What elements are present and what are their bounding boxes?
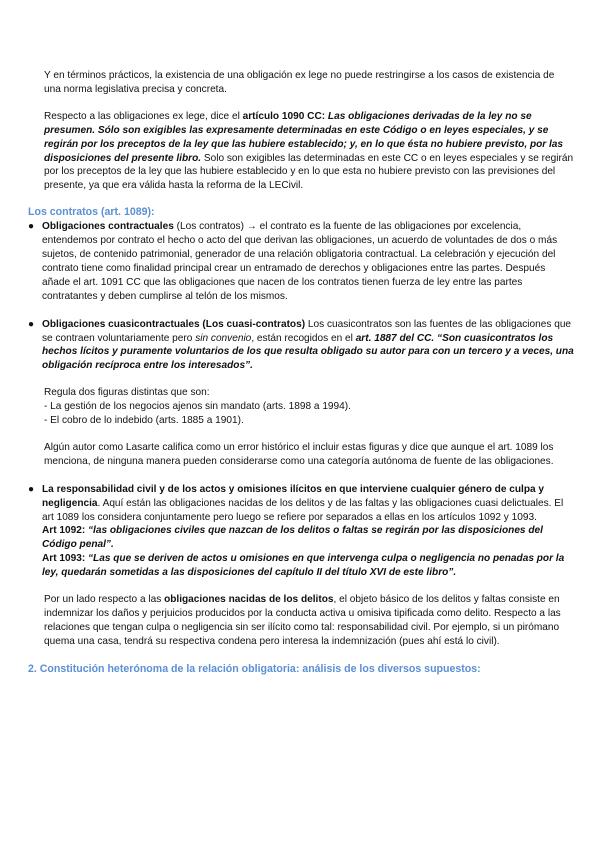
paragraph-lasarte: Algún autor como Lasarte califica como un error histórico el incluir estas figuras y dice que aunque el art. 1089 los menciona, de ninguna manera pueden considerarse como una categoría autónoma de fuente de las obligaciones. [44,441,554,467]
item-text [42,483,574,525]
article-1887-label: art. 1887 del CC. [355,332,435,344]
figure-item-cobro: - El cobro de lo indebido (arts. 1885 a 1901). [44,415,244,427]
article-1093-label: Art 1093: [42,553,86,565]
text-span: Los cuasicontratos son las fuentes de las obligaciones que se contraen voluntariamente pero [42,318,572,344]
document-page [28,69,574,677]
list-item-responsabilidad [28,483,574,580]
bullet-icon: ● [28,318,35,330]
text-span: Por un lado respecto a las [44,594,165,606]
text-span: . Aquí están las obligaciones nacidas de los delitos y de las faltas y las obligaciones cuasi delictuales. El art 1089 los considera conjuntamente pero luego se refiere por separados a ellas en los artículos 1092 y 1093. [42,497,564,523]
paragraph-delitos [42,593,574,649]
figure-item-gestion: - La gestión de los negocios ajenos sin mandato (arts. 1898 a 1994). [44,401,351,413]
text-span: , están recogidos en el [251,332,356,344]
bullet-icon: ● [28,221,35,233]
item-text [42,220,574,303]
item-title: La responsabilidad civil y de los actos y omisiones ilícitos en que interviene cualquier género de culpa y negligencia [42,483,545,509]
list-item-contractuales [28,220,574,303]
item-title: Obligaciones cuasicontractuales (Los cuasi-contratos) [42,318,306,330]
text-span: Solo son exigibles las determinadas en este CC o en leyes especiales y se regirán por los preceptos de la ley que las hubiere establecido y en lo que esta no hubiere previsto con las previsiones del presente, ya que era válida hasta la reforma de la LECivil. [44,152,574,192]
article-1093-quote: “Las que se deriven de actos u omisiones en que intervenga culpa o negligencia no penadas por la ley, quedarán sometidas a las disposiciones del capítulo II del título XVI de este libro”. [42,553,565,579]
heading-constitucion-heteronoma: 2. Constitución heterónoma de la relación obligatoria: análisis de los diversos supuestos: [28,662,481,675]
item-title: Obligaciones contractuales [42,221,174,233]
paragraph-article-1090 [42,110,574,193]
article-1090-quote: Las obligaciones derivadas de la ley no se presumen. Sólo son exigibles las expresamente determinadas en este Código o en leyes especiales, y se regirán por los preceptos de la ley que las hubiere establecido; y, en lo que ésta no hubiere previsto, por las disposiciones del presente libro. [44,110,564,164]
article-1093 [42,552,574,580]
article-1090-label: artículo 1090 CC: [242,110,326,122]
article-1887-quote: “Son cuasicontratos los hechos lícitos y puramente voluntarios de los que resulta obligado su autor para con un tercero y a veces, una obligación recíproca entre los interesados”. [42,332,574,372]
paragraph-ex-lege-intro: Y en términos prácticos, la existencia de una obligación ex lege no puede restringirse a los casos de existencia de una norma legislativa precisa y concreta. [44,70,555,95]
text-span: Respecto a las obligaciones ex lege, dice el [44,110,243,122]
article-1092 [42,524,574,552]
heading-contratos: Los contratos (art. 1089): [28,206,155,219]
paragraph-regula: Regula dos figuras distintas que son: [44,387,210,399]
article-1092-quote: “las obligaciones civiles que nazcan de los delitos o faltas se regirán por las disposiciones del Código penal”. [42,525,543,551]
item-text [42,318,574,374]
list-item-cuasicontractuales [28,318,574,374]
bullet-icon: ● [28,483,35,495]
article-1092-label: Art 1092: [42,525,86,537]
text-span: , el objeto básico de los delitos y faltas consiste en indemnizar los daños y perjuicios producidos por la conducta activa u omisiva tipificada como delito. Respecto a las relaciones que tengan culpa o negligencia sin ser ilícito como tal: responsabilidad civil. Por ejemplo, si un pirómano quema una casa, tendrá su respectiva condena pero interesa la indemnización (pues ahí está lo civil). [44,594,561,647]
delitos-label: obligaciones nacidas de los delitos [164,594,334,606]
text-italic: sin convenio [195,332,252,344]
text-span: (Los contratos) → el contrato es la fuente de las obligaciones por excelencia, entendemos por contrato el hecho o acto del que derivan las obligaciones, un acuerdo de voluntades de dos o más sujetos, de contenido patrimonial, generador de una relación obligatoria contractual. La celebración y ejecución del contrato tiene como finalidad principal crear un entramado de derechos y obligaciones entre las partes. Después añade el art. 1091 CC que las obligaciones que nacen de los contratos tienen fuerza de ley entre las partes contratantes y deben cumplirse al telón de los mismos. [42,221,558,302]
